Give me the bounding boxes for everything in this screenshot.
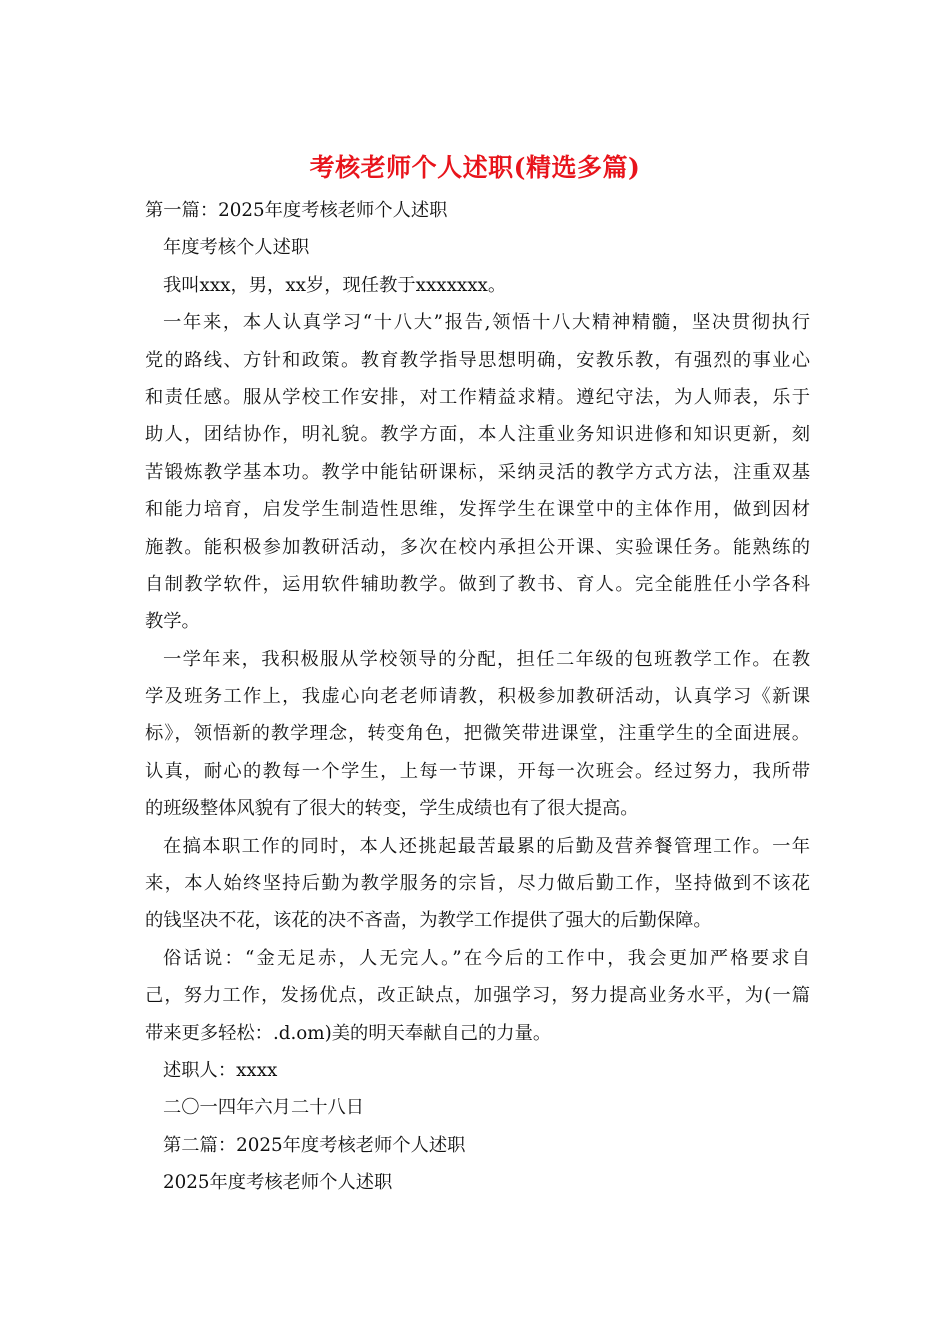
- text-line: 二〇一四年六月二十八日: [163, 1097, 365, 1119]
- text-line: 认真，耐心的教每一个学生，上每一节课，开每一次班会。经过努力，我所带: [145, 760, 810, 782]
- text-line: 的钱坚决不花，该花的决不吝啬，为教学工作提供了强大的后勤保障。: [145, 910, 712, 932]
- text-line: 的班级整体风貌有了很大的转变，学生成绩也有了很大提高。: [145, 798, 639, 820]
- text-line: 述职人：xxxx: [163, 1059, 278, 1081]
- text-line: 一学年来，我积极服从学校领导的分配，担任二年级的包班教学工作。在教: [163, 648, 810, 670]
- text-line: 自制教学软件，运用软件辅助教学。做到了教书、育人。完全能胜任小学各科: [145, 573, 810, 595]
- document-body: [145, 192, 810, 1202]
- text-line: 施教。能积极参加教研活动，多次在校内承担公开课、实验课任务。能熟练的: [145, 536, 810, 558]
- text-line: 教学。: [145, 611, 200, 633]
- text-line: 助人，团结协作，明礼貌。教学方面，本人注重业务知识进修和知识更新，刻: [145, 424, 810, 446]
- text-line: 己，努力工作，发扬优点，改正缺点，加强学习，努力提高业务水平，为(一篇: [145, 985, 810, 1007]
- text-line: 俗话说：“金无足赤，人无完人。”在今后的工作中，我会更加严格要求自: [163, 947, 810, 969]
- document-title: 考核老师个人述职(精选多篇): [309, 153, 641, 182]
- text-line: 苦锻炼教学基本功。教学中能钻研课标，采纳灵活的教学方式方法，注重双基: [145, 461, 810, 483]
- text-line: 第二篇：2025年度考核老师个人述职: [163, 1134, 466, 1156]
- text-line: 第一篇：2025年度考核老师个人述职: [145, 200, 448, 221]
- text-line: 在搞本职工作的同时，本人还挑起最苦最累的后勤及营养餐管理工作。一年: [163, 835, 810, 857]
- text-line: 标》，领悟新的教学理念，转变角色，把微笑带进课堂，注重学生的全面进展。: [145, 723, 810, 745]
- text-line: 我叫xxx，男，xx岁，现任教于xxxxxxx。: [163, 274, 507, 296]
- text-line: 带来更多轻松：.d.om)美的明天奉献自己的力量。: [145, 1022, 552, 1044]
- text-line: 和能力培育，启发学生制造性思维，发挥学生在课堂中的主体作用，做到因材: [145, 499, 810, 521]
- text-line: 党的路线、方针和政策。教育教学指导思想明确，安教乐教，有强烈的事业心: [145, 349, 810, 371]
- text-line: 来，本人始终坚持后勤为教学服务的宗旨，尽力做后勤工作，坚持做到不该花: [145, 873, 810, 895]
- text-line: 和责任感。服从学校工作安排，对工作精益求精。遵纪守法，为人师表，乐于: [145, 386, 810, 408]
- text-line: 年度考核个人述职: [163, 237, 310, 259]
- text-line: 2025年度考核老师个人述职: [163, 1172, 393, 1194]
- text-line: 学及班务工作上，我虚心向老老师请教，积极参加教研活动，认真学习《新课: [145, 686, 810, 708]
- text-line: 一年来，本人认真学习“十八大”报告,领悟十八大精神精髓，坚决贯彻执行: [163, 312, 810, 334]
